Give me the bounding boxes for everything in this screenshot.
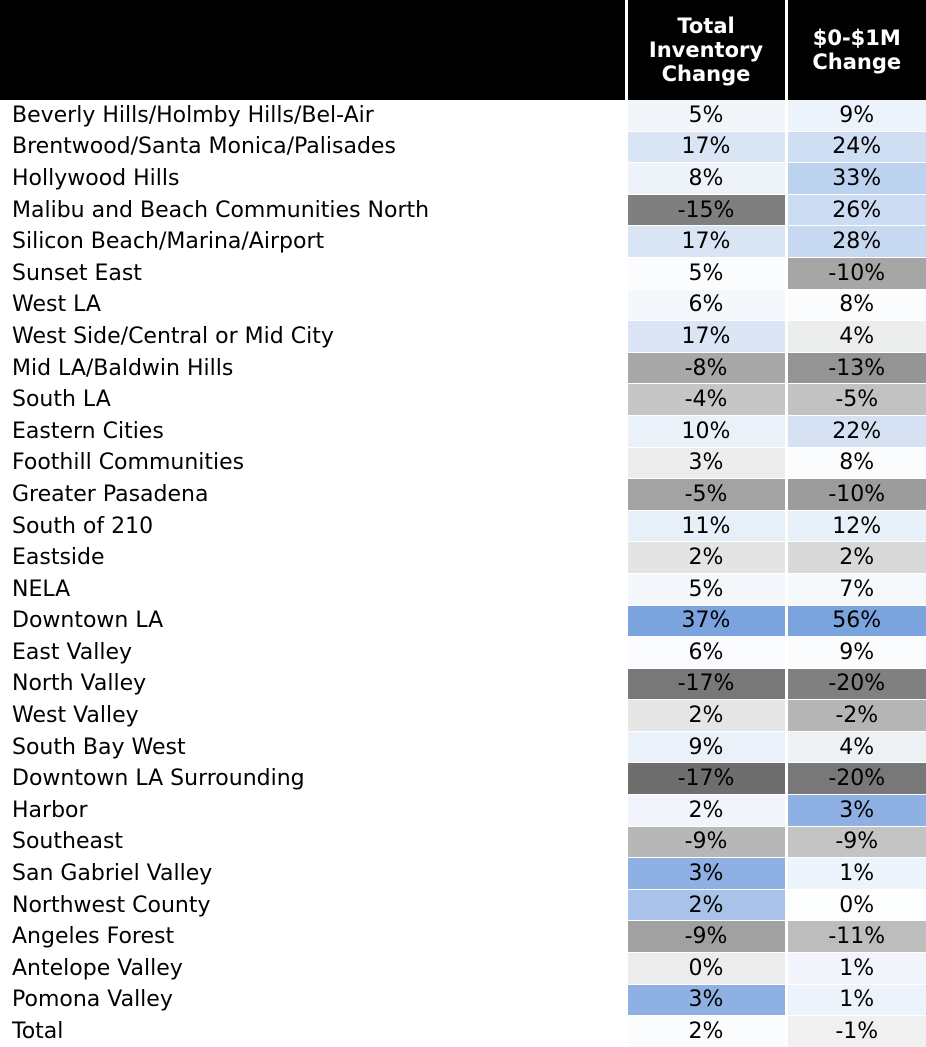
cell-total-inventory-change: 17% — [626, 131, 786, 163]
table-row — [0, 131, 926, 163]
header-row — [0, 0, 926, 100]
row-region-label: West Valley — [0, 700, 626, 732]
table-row — [0, 637, 926, 669]
header-total-line-1 — [634, 14, 779, 38]
cell-total-inventory-change: 17% — [626, 321, 786, 353]
header-zero-to-1m-change — [786, 0, 926, 100]
cell-total-inventory-change: 3% — [626, 858, 786, 890]
row-region-label: Hollywood Hills — [0, 163, 626, 195]
row-region-label: South Bay West — [0, 731, 626, 763]
row-region-label: Northwest County — [0, 889, 626, 921]
cell-zero-to-1m-change: -1% — [786, 1016, 926, 1047]
cell-zero-to-1m-change: 7% — [786, 573, 926, 605]
table-row — [0, 100, 926, 131]
table-row — [0, 542, 926, 574]
table-row — [0, 984, 926, 1016]
cell-total-inventory-change: 3% — [626, 984, 786, 1016]
row-region-label: Harbor — [0, 795, 626, 827]
cell-total-inventory-change: 5% — [626, 573, 786, 605]
row-region-label: Eastside — [0, 542, 626, 574]
table-row — [0, 257, 926, 289]
row-region-label: West LA — [0, 289, 626, 321]
cell-zero-to-1m-change: -13% — [786, 352, 926, 384]
row-region-label: Silicon Beach/Marina/Airport — [0, 226, 626, 258]
row-region-label: NELA — [0, 573, 626, 605]
cell-total-inventory-change: 2% — [626, 889, 786, 921]
cell-zero-to-1m-change: -11% — [786, 921, 926, 953]
table-row — [0, 573, 926, 605]
cell-total-inventory-change: -15% — [626, 194, 786, 226]
cell-zero-to-1m-change: 28% — [786, 226, 926, 258]
cell-zero-to-1m-change: 33% — [786, 163, 926, 195]
cell-total-inventory-change: 11% — [626, 510, 786, 542]
table-row — [0, 700, 926, 732]
cell-zero-to-1m-change: 1% — [786, 858, 926, 890]
cell-total-inventory-change: 6% — [626, 289, 786, 321]
table-row — [0, 447, 926, 479]
row-region-label: Angeles Forest — [0, 921, 626, 953]
row-region-label: Southeast — [0, 826, 626, 858]
table-row — [0, 921, 926, 953]
cell-total-inventory-change: 3% — [626, 447, 786, 479]
cell-total-inventory-change: -5% — [626, 479, 786, 511]
table-row — [0, 1016, 926, 1047]
row-region-label: South of 210 — [0, 510, 626, 542]
table-row — [0, 352, 926, 384]
table-body — [0, 100, 926, 1047]
header-1m-text-2: Change — [812, 50, 902, 74]
cell-zero-to-1m-change: 8% — [786, 447, 926, 479]
row-region-label: Brentwood/Santa Monica/Palisades — [0, 131, 626, 163]
cell-zero-to-1m-change: 9% — [786, 637, 926, 669]
row-region-label: Mid LA/Baldwin Hills — [0, 352, 626, 384]
table-row — [0, 415, 926, 447]
table-row — [0, 889, 926, 921]
cell-total-inventory-change: 10% — [626, 415, 786, 447]
cell-zero-to-1m-change: 9% — [786, 100, 926, 131]
row-region-label: East Valley — [0, 637, 626, 669]
header-total-text-1: Total — [677, 13, 735, 38]
table-row — [0, 605, 926, 637]
cell-zero-to-1m-change: -2% — [786, 700, 926, 732]
cell-zero-to-1m-change: 4% — [786, 731, 926, 763]
header-total-line-3 — [634, 62, 779, 86]
cell-total-inventory-change: 2% — [626, 542, 786, 574]
row-region-label: Eastern Cities — [0, 415, 626, 447]
cell-total-inventory-change: 9% — [626, 731, 786, 763]
table-row — [0, 226, 926, 258]
cell-zero-to-1m-change: 3% — [786, 795, 926, 827]
table-row — [0, 321, 926, 353]
row-region-label: San Gabriel Valley — [0, 858, 626, 890]
cell-total-inventory-change: 8% — [626, 163, 786, 195]
cell-total-inventory-change: -17% — [626, 668, 786, 700]
header-total-text-2: Inventory — [648, 37, 764, 62]
cell-total-inventory-change: 2% — [626, 700, 786, 732]
cell-total-inventory-change: -17% — [626, 763, 786, 795]
cell-total-inventory-change: -4% — [626, 384, 786, 416]
table-row — [0, 826, 926, 858]
row-region-label: Foothill Communities — [0, 447, 626, 479]
header-total-text-3: Change — [661, 62, 751, 87]
cell-total-inventory-change: 17% — [626, 226, 786, 258]
table-header — [0, 0, 926, 100]
header-total-inventory-change — [626, 0, 786, 100]
cell-zero-to-1m-change: 1% — [786, 953, 926, 985]
row-region-label: Antelope Valley — [0, 953, 626, 985]
table-row — [0, 479, 926, 511]
header-1m-text-1: $0-$1M — [812, 25, 901, 50]
table-row — [0, 668, 926, 700]
table-row — [0, 731, 926, 763]
cell-zero-to-1m-change: -20% — [786, 668, 926, 700]
cell-zero-to-1m-change: -10% — [786, 257, 926, 289]
cell-zero-to-1m-change: 22% — [786, 415, 926, 447]
row-region-label: Sunset East — [0, 257, 626, 289]
cell-total-inventory-change: -8% — [626, 352, 786, 384]
table-row — [0, 384, 926, 416]
row-region-label: Pomona Valley — [0, 984, 626, 1016]
table-row — [0, 194, 926, 226]
cell-total-inventory-change: -9% — [626, 826, 786, 858]
table-row — [0, 795, 926, 827]
row-region-label: South LA — [0, 384, 626, 416]
header-total-line-2 — [634, 38, 779, 62]
cell-total-inventory-change: -9% — [626, 921, 786, 953]
row-region-label: Beverly Hills/Holmby Hills/Bel-Air — [0, 100, 626, 131]
table-row — [0, 953, 926, 985]
cell-zero-to-1m-change: 26% — [786, 194, 926, 226]
cell-zero-to-1m-change: 2% — [786, 542, 926, 574]
row-region-label: Downtown LA — [0, 605, 626, 637]
row-region-label: West Side/Central or Mid City — [0, 321, 626, 353]
cell-total-inventory-change: 5% — [626, 257, 786, 289]
cell-zero-to-1m-change: 12% — [786, 510, 926, 542]
table-row — [0, 163, 926, 195]
table-row — [0, 289, 926, 321]
row-region-label: North Valley — [0, 668, 626, 700]
cell-total-inventory-change: 0% — [626, 953, 786, 985]
cell-total-inventory-change: 37% — [626, 605, 786, 637]
row-region-label: Downtown LA Surrounding — [0, 763, 626, 795]
table-row — [0, 510, 926, 542]
cell-zero-to-1m-change: 24% — [786, 131, 926, 163]
row-region-label: Malibu and Beach Communities North — [0, 194, 626, 226]
row-region-label: Total — [0, 1016, 626, 1047]
cell-zero-to-1m-change: 0% — [786, 889, 926, 921]
cell-zero-to-1m-change: 1% — [786, 984, 926, 1016]
cell-total-inventory-change: 2% — [626, 795, 786, 827]
table-row — [0, 858, 926, 890]
cell-zero-to-1m-change: -5% — [786, 384, 926, 416]
cell-zero-to-1m-change: 8% — [786, 289, 926, 321]
cell-zero-to-1m-change: 56% — [786, 605, 926, 637]
table-row — [0, 763, 926, 795]
cell-zero-to-1m-change: 4% — [786, 321, 926, 353]
cell-zero-to-1m-change: -10% — [786, 479, 926, 511]
header-1m-line-1 — [794, 26, 921, 50]
row-region-label: Greater Pasadena — [0, 479, 626, 511]
cell-zero-to-1m-change: -9% — [786, 826, 926, 858]
header-region — [0, 0, 626, 100]
cell-zero-to-1m-change: -20% — [786, 763, 926, 795]
cell-total-inventory-change: 6% — [626, 637, 786, 669]
cell-total-inventory-change: 5% — [626, 100, 786, 131]
cell-total-inventory-change: 2% — [626, 1016, 786, 1047]
header-1m-line-2 — [794, 50, 921, 74]
